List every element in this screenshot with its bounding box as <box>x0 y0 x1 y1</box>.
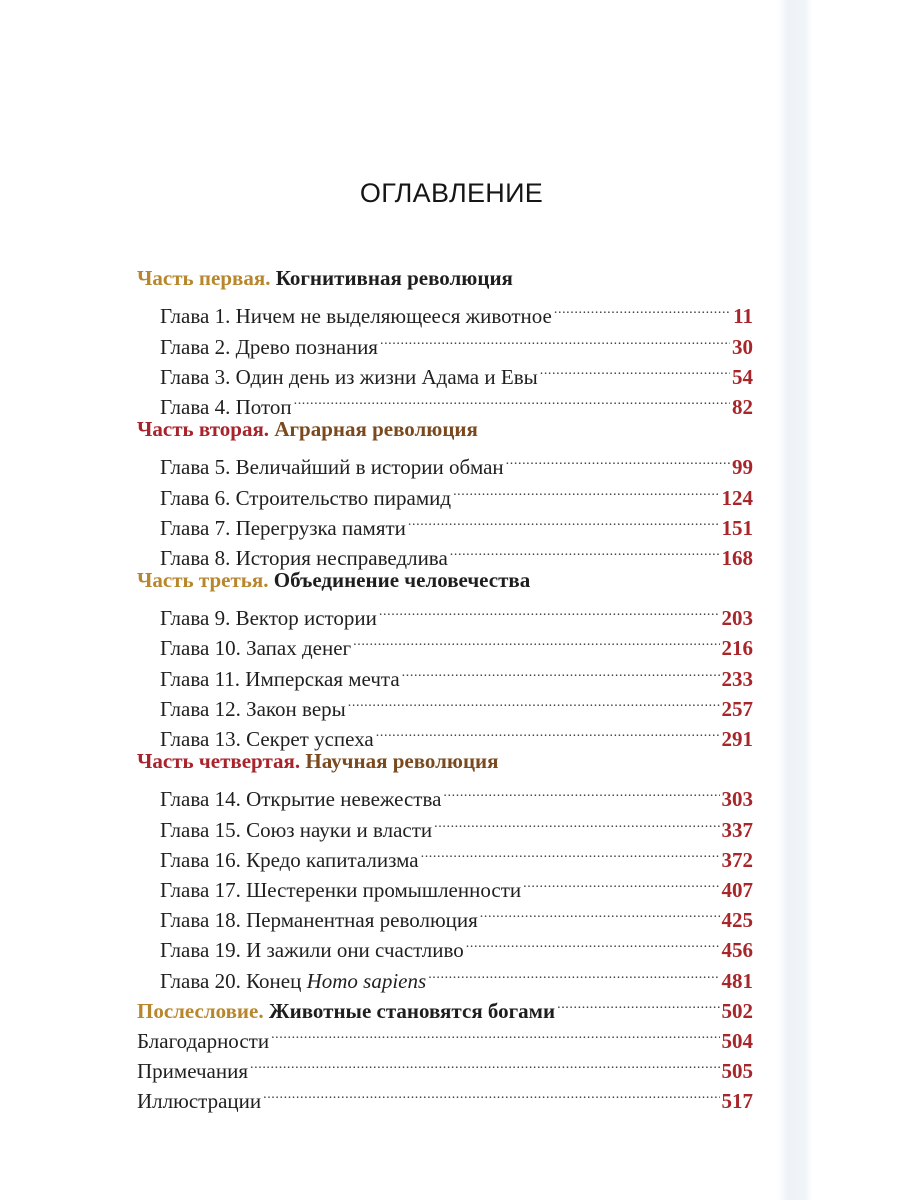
dot-leader <box>379 595 720 625</box>
toc-entry-chapter-9[interactable] <box>137 595 753 631</box>
page-number: 233 <box>721 666 753 691</box>
part-heading-1[interactable] <box>137 263 753 293</box>
dot-leader <box>540 354 730 384</box>
chapter-label: Глава 15. Союз науки и власти <box>160 817 433 842</box>
dot-leader <box>480 897 720 927</box>
dot-leader <box>408 505 720 535</box>
page-number: 425 <box>721 908 753 933</box>
page-number: 203 <box>721 606 753 631</box>
chapter-label: Глава 19. И зажили они счастливо <box>160 938 464 963</box>
part-prefix: Часть четвертая. <box>137 749 301 773</box>
page-number: 124 <box>721 485 753 510</box>
part-title: Научная революция <box>305 749 499 773</box>
page-number: 291 <box>721 727 753 751</box>
part-prefix: Часть первая. <box>137 266 271 290</box>
toc-entry-chapter-5[interactable] <box>137 444 753 480</box>
chapter-label: Глава 11. Имперская мечта <box>160 666 400 691</box>
part-prefix: Часть вторая. <box>137 416 270 441</box>
dot-leader <box>453 474 719 504</box>
page-number: 168 <box>721 545 753 570</box>
chapter-label: Глава 1. Ничем не выделяющееся животное <box>160 304 552 329</box>
part-prefix: Часть третья. <box>137 567 269 592</box>
page-number: 517 <box>721 1089 753 1114</box>
dot-leader <box>250 1048 719 1078</box>
part-title: Объединение человечества <box>273 567 531 592</box>
afterword-prefix: Послесловие. <box>137 998 264 1023</box>
dot-leader <box>380 323 730 353</box>
dot-leader <box>523 867 719 897</box>
toc-entry-chapter-14[interactable] <box>137 776 753 812</box>
chapter-label: Глава 5. Величайший в истории обман <box>160 455 504 480</box>
page-number: 151 <box>721 515 753 540</box>
page-number: 303 <box>721 787 753 812</box>
dot-leader <box>434 806 719 836</box>
dot-leader <box>450 535 720 565</box>
dot-leader <box>353 625 719 655</box>
chapter-label: Глава 6. Строительство пирамид <box>160 485 452 510</box>
back-matter-label: Иллюстрации <box>137 1089 262 1114</box>
page-number: 99 <box>732 455 753 480</box>
page-number: 505 <box>721 1059 753 1084</box>
chapter-label: Глава 3. Один день из жизни Адама и Евы <box>160 364 538 389</box>
chapter-label: Глава 10. Запах денег <box>160 636 352 661</box>
chapter-label-italic: Homo sapiens <box>306 968 427 993</box>
dot-leader <box>376 716 720 746</box>
chapter-label: Глава 7. Перегрузка памяти <box>160 515 406 540</box>
page-number: 481 <box>721 968 753 993</box>
dot-leader <box>271 1018 719 1048</box>
page-number: 11 <box>733 304 753 329</box>
chapter-label <box>160 966 426 996</box>
chapter-label: Глава 9. Вектор истории <box>160 606 377 631</box>
page-number: 30 <box>732 334 753 359</box>
page-number: 502 <box>721 998 753 1023</box>
part-heading-3[interactable] <box>137 565 753 595</box>
dot-leader <box>348 686 720 716</box>
page-number: 216 <box>721 636 753 661</box>
chapter-label: Глава 14. Открытие невежества <box>160 787 442 812</box>
part-title: Аграрная революция <box>274 416 478 441</box>
part-heading-4[interactable] <box>137 746 753 776</box>
page-number: 54 <box>732 364 753 389</box>
part-heading-2[interactable] <box>137 414 753 444</box>
dot-leader <box>554 293 731 323</box>
chapter-label: Глава 18. Перманентная революция <box>160 908 478 933</box>
table-of-contents <box>137 263 753 1114</box>
toc-entry-chapter-1[interactable] <box>137 293 753 329</box>
page-number: 407 <box>721 877 753 902</box>
dot-leader <box>294 384 730 414</box>
chapter-label: Глава 4. Потоп <box>160 394 292 419</box>
page-number: 337 <box>721 817 753 842</box>
dot-leader <box>466 927 720 957</box>
afterword-title: Животные становятся богами <box>268 998 556 1023</box>
chapter-label-plain: Глава 20. Конец <box>160 968 307 993</box>
chapter-label: Глава 12. Закон веры <box>160 696 346 721</box>
dot-leader <box>421 837 720 867</box>
chapter-label: Глава 8. История несправедлива <box>160 545 448 570</box>
part-title: Когнитивная революция <box>275 266 513 290</box>
page-number: 372 <box>721 847 753 872</box>
chapter-label: Глава 13. Секрет успеха <box>160 727 374 751</box>
dot-leader <box>443 776 719 806</box>
chapter-label: Глава 16. Кредо капитализма <box>160 847 419 872</box>
page-number: 456 <box>721 938 753 963</box>
page-number: 257 <box>721 696 753 721</box>
dot-leader <box>428 957 719 987</box>
back-matter-label: Благодарности <box>137 1028 270 1053</box>
dot-leader <box>557 988 719 1018</box>
page-number: 82 <box>732 394 753 419</box>
dot-leader <box>506 444 730 474</box>
dot-leader <box>263 1078 719 1108</box>
dot-leader <box>402 655 720 685</box>
chapter-label: Глава 17. Шестеренки промышленности <box>160 877 522 902</box>
page-number: 504 <box>721 1028 753 1053</box>
back-matter-label: Примечания <box>137 1059 249 1084</box>
chapter-label: Глава 2. Древо познания <box>160 334 378 359</box>
page-title: ОГЛАВЛЕНИЕ <box>359 178 544 208</box>
